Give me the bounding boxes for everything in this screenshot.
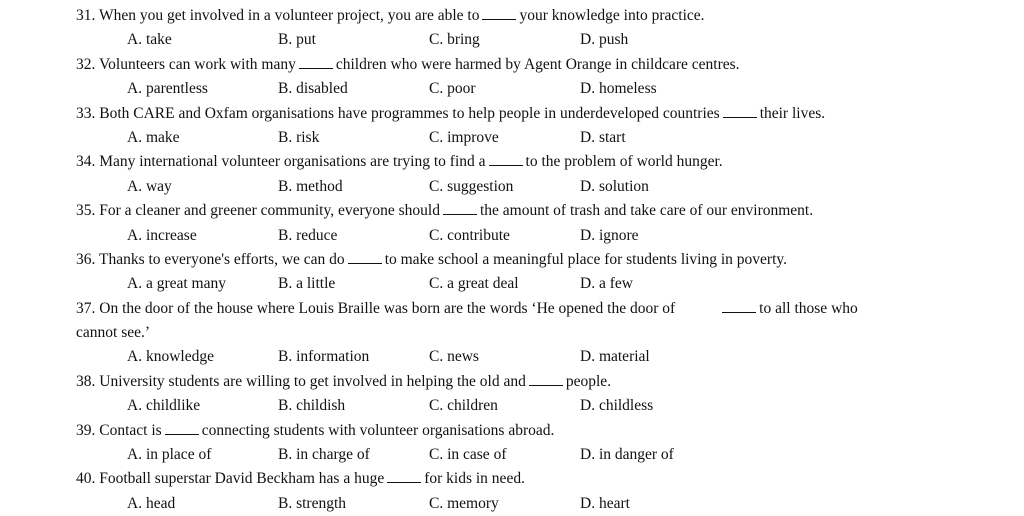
options-31 bbox=[76, 28, 1016, 52]
option-a: A. parentless bbox=[127, 80, 208, 98]
answer-blank bbox=[489, 152, 523, 166]
option-c: C. improve bbox=[429, 128, 499, 146]
question-number: 37. bbox=[76, 299, 96, 317]
option-a: A. in place of bbox=[127, 446, 212, 464]
question-text-before: University students are willing to get involved in helping the old and bbox=[99, 372, 526, 390]
option-c: C. memory bbox=[429, 494, 499, 512]
question-text-after: to make school a meaningful place for students living in poverty. bbox=[384, 250, 788, 268]
option-c: C. contribute bbox=[429, 226, 510, 244]
option-c: C. suggestion bbox=[429, 177, 514, 195]
question-text-after: connecting students with volunteer organisations abroad. bbox=[201, 421, 555, 439]
option-b: B. childish bbox=[278, 397, 346, 415]
question-number: 40. bbox=[76, 470, 96, 488]
option-a: A. childlike bbox=[127, 397, 201, 415]
question-text-before: Many international volunteer organisations are trying to find a bbox=[99, 153, 486, 171]
option-d: D. homeless bbox=[580, 80, 657, 98]
option-b: B. information bbox=[278, 348, 370, 366]
question-text-before: Thanks to everyone's efforts, we can do bbox=[98, 250, 345, 268]
question-text-before: Football superstar David Beckham has a huge bbox=[99, 470, 385, 488]
answer-blank bbox=[443, 201, 477, 215]
question-36 bbox=[76, 248, 1016, 272]
question-number: 38. bbox=[76, 372, 96, 390]
options-34 bbox=[76, 175, 1016, 199]
options-40 bbox=[76, 492, 1016, 516]
option-b: B. put bbox=[278, 31, 316, 49]
question-text-after: their lives. bbox=[759, 104, 826, 122]
option-c: C. bring bbox=[429, 31, 480, 49]
question-34 bbox=[76, 150, 1016, 174]
question-text-after: your knowledge into practice. bbox=[519, 7, 705, 24]
option-a: A. a great many bbox=[127, 275, 226, 293]
option-c: C. poor bbox=[429, 80, 476, 98]
question-text-after: people. bbox=[565, 372, 612, 390]
options-36 bbox=[76, 272, 1016, 296]
option-d: D. in danger of bbox=[580, 446, 674, 464]
option-c: C. children bbox=[429, 397, 498, 415]
question-text-before: On the door of the house where Louis Braille was born are the words ‘He opened the door of bbox=[99, 299, 676, 317]
option-d: D. push bbox=[580, 31, 629, 49]
question-37 bbox=[76, 297, 1016, 321]
question-number: 33. bbox=[76, 104, 96, 122]
question-number: 35. bbox=[76, 202, 96, 220]
question-37-continuation bbox=[76, 321, 1016, 345]
question-32 bbox=[76, 53, 1016, 77]
answer-blank bbox=[723, 104, 757, 118]
option-a: A. increase bbox=[127, 226, 197, 244]
question-38 bbox=[76, 370, 1016, 394]
option-b: B. disabled bbox=[278, 80, 348, 98]
option-c: C. a great deal bbox=[429, 275, 519, 293]
option-a: A. knowledge bbox=[127, 348, 214, 366]
option-d: D. material bbox=[580, 348, 650, 366]
answer-blank bbox=[529, 372, 563, 386]
question-text-after: the amount of trash and take care of our environment. bbox=[479, 202, 814, 220]
option-d: D. a few bbox=[580, 275, 633, 293]
question-number: 34. bbox=[76, 153, 96, 171]
option-b: B. a little bbox=[278, 275, 336, 293]
question-31 bbox=[76, 4, 1016, 28]
question-text-before: When you get involved in a volunteer project, you are able to bbox=[98, 7, 480, 24]
answer-blank bbox=[387, 469, 421, 483]
options-32 bbox=[76, 77, 1016, 101]
question-35 bbox=[76, 199, 1016, 223]
question-text-after: for kids in need. bbox=[424, 470, 525, 488]
option-b: B. reduce bbox=[278, 226, 338, 244]
question-text-after: children who were harmed by Agent Orange in childcare centres. bbox=[335, 55, 740, 73]
option-a: A. make bbox=[127, 128, 180, 146]
question-text-before: Both CARE and Oxfam organisations have programmes to help people in underdeveloped countries bbox=[99, 104, 720, 122]
option-b: B. in charge of bbox=[278, 446, 370, 464]
option-b: B. strength bbox=[278, 494, 347, 512]
answer-blank bbox=[348, 250, 382, 264]
option-c: C. in case of bbox=[429, 446, 507, 464]
option-d: D. ignore bbox=[580, 226, 639, 244]
answer-blank bbox=[299, 55, 333, 69]
question-number: 32. bbox=[76, 55, 96, 73]
question-text-continuation: cannot see.’ bbox=[76, 324, 151, 342]
option-c: C. news bbox=[429, 348, 479, 366]
options-35 bbox=[76, 224, 1016, 248]
answer-blank bbox=[482, 6, 516, 20]
option-a: A. way bbox=[127, 177, 172, 195]
option-a: A. take bbox=[127, 31, 172, 49]
answer-blank bbox=[165, 421, 199, 435]
options-38 bbox=[76, 394, 1016, 418]
option-b: B. risk bbox=[278, 128, 320, 146]
question-text-before: Contact is bbox=[99, 421, 162, 439]
option-d: D. start bbox=[580, 128, 626, 146]
answer-blank bbox=[722, 299, 756, 313]
question-text-before: For a cleaner and greener community, everyone should bbox=[99, 202, 440, 220]
question-number: 36. bbox=[76, 250, 96, 268]
options-39 bbox=[76, 443, 1016, 467]
question-text-after: to all those who bbox=[759, 299, 858, 317]
options-33 bbox=[76, 126, 1016, 150]
option-a: A. head bbox=[127, 494, 176, 512]
question-33 bbox=[76, 102, 1016, 126]
exercise-document bbox=[76, 4, 1016, 516]
question-39 bbox=[76, 419, 1016, 443]
option-d: D. childless bbox=[580, 397, 654, 415]
question-number: 31. bbox=[76, 7, 96, 24]
question-text-before: Volunteers can work with many bbox=[98, 55, 296, 73]
question-text-after: to the problem of world hunger. bbox=[525, 153, 723, 171]
question-number: 39. bbox=[76, 421, 96, 439]
option-d: D. solution bbox=[580, 177, 649, 195]
option-d: D. heart bbox=[580, 494, 630, 512]
options-37 bbox=[76, 345, 1016, 369]
question-40 bbox=[76, 467, 1016, 491]
option-b: B. method bbox=[278, 177, 343, 195]
